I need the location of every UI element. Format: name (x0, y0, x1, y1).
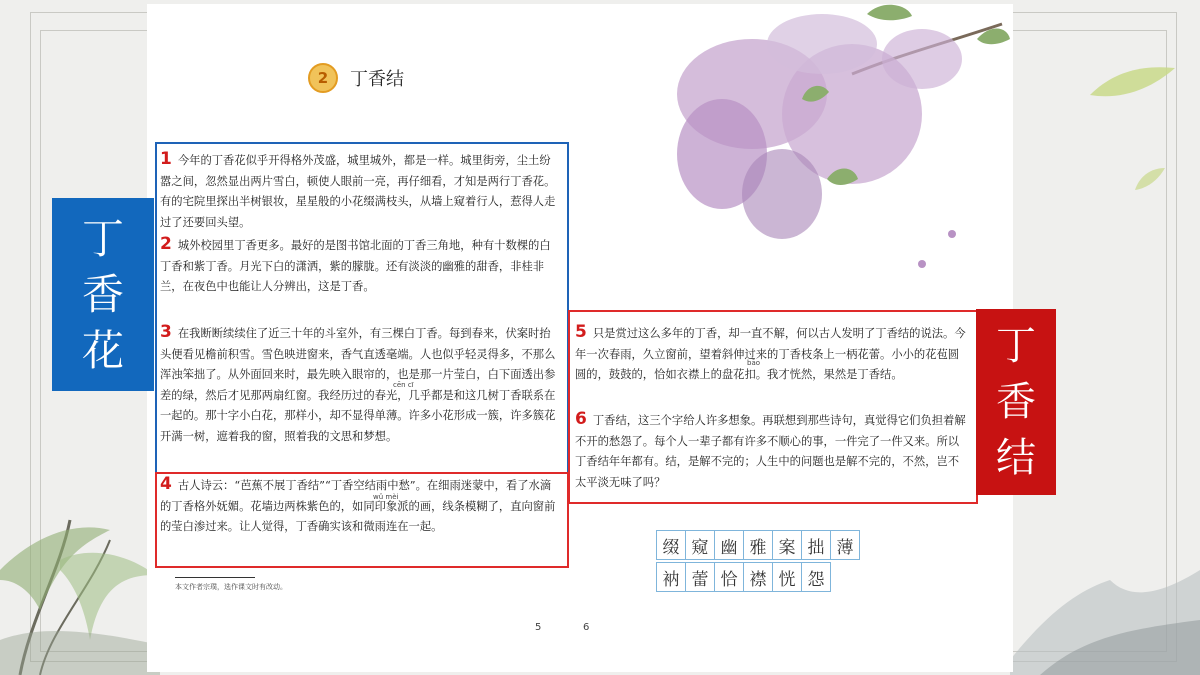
paragraph-number-6: 6 (575, 409, 587, 429)
char-cell: 幽 (714, 530, 744, 560)
highlight-box-paragraphs-1-3 (155, 142, 569, 474)
paragraph-text-3: 在我断断续续住了近三十年的斗室外，有三棵白丁香。每到春来，伏案时抬头便看见檐前积雪。雪色映进窗来，香气直透毫端。人也似乎轻灵得多，不那么浑浊笨拙了。从外面回来时，最先映入眼帘的，也是那一片莹白，白下面透出参差的绿，然后才见那两扇红窗。我经历过的春光，几乎都是和这几树丁香联系在一起的。那十字小白花，那样小，却不显得单薄。许多小花形成一簇，许多簇花开满一树，遮着我的窗，照着我的文思和梦想。 (160, 327, 556, 443)
paragraph-number-5: 5 (575, 322, 587, 342)
paragraph-text-4: 古人诗云：“芭蕉不展丁香结”“丁香空结雨中愁”。在细雨迷蒙中，看了水滴的丁香格外妩媚。花墙边两株紫色的，如同印象派的画，线条模糊了，直向窗前的莹白渗过来。让人觉得，丁香确实该和微雨连在一起。 (160, 479, 556, 534)
paragraph-number-3: 3 (160, 322, 172, 342)
char-cell: 襟 (743, 562, 773, 592)
char-row-2 (656, 562, 859, 592)
paragraph-number-1: 1 (160, 149, 172, 169)
char-cell: 缀 (656, 530, 686, 560)
leaf-decoration-top-right (1080, 40, 1180, 190)
side-label-char: 丁 (81, 213, 124, 263)
paragraph-text-6: 丁香结，这三个字给人许多想象。再联想到那些诗句，真觉得它们负担着解不开的愁怨了。每个人一辈子都有许多不顺心的事，一件完了一件又来。所以丁香结年年都有。结，是解不完的；人生中的问题也是解不完的，不然，岂不太平淡无味了吗？ (575, 414, 966, 489)
side-label-char: 香 (996, 379, 1036, 425)
char-cell: 蕾 (685, 562, 715, 592)
side-label-char: 结 (996, 435, 1036, 481)
lesson-number-badge: 2 (308, 63, 338, 93)
side-label-char: 香 (81, 269, 124, 319)
page-number-right: 6 (583, 622, 590, 633)
footnote-divider (175, 577, 255, 578)
new-characters-grid (656, 530, 859, 592)
char-cell: 雅 (743, 530, 773, 560)
paragraph-text-5: 只是赏过这么多年的丁香，却一直不解，何以古人发明了丁香结的说法。今年一次春雨，久立窗前，望着斜伸过来的丁香枝条上一柄花蕾。小小的花苞圆圆的，鼓鼓的，恰如衣襟上的盘花扣。我才恍然，果然是丁香结。 (575, 327, 966, 382)
char-cell: 拙 (801, 530, 831, 560)
char-cell: 怨 (801, 562, 831, 592)
char-cell: 窥 (685, 530, 715, 560)
char-cell: 案 (772, 530, 802, 560)
side-label-char: 花 (81, 325, 124, 375)
paragraph-text-1: 今年的丁香花似乎开得格外茂盛，城里城外，都是一样。城里街旁，尘土纷嚣之间，忽然显出两片雪白，顿使人眼前一亮，再仔细看，才知是两行丁香花。有的宅院里探出半树银妆，星星般的小花缀满枝头，从墙上窥着行人，惹得人走过了还要回头望。 (160, 154, 556, 229)
paragraph-text-2: 城外校园里丁香更多。最好的是图书馆北面的丁香三角地，种有十数棵的白丁香和紫丁香。月光下白的潇洒，紫的朦胧。还有淡淡的幽雅的甜香，非桂非兰，在夜色中也能让人分辨出，这是丁香。 (160, 239, 551, 294)
pinyin-cen-ci: cēn cī (393, 381, 414, 389)
pinyin-bao: bāo (747, 359, 761, 367)
char-cell: 恰 (714, 562, 744, 592)
willow-tree-illustration (0, 500, 160, 675)
highlight-box-paragraph-4 (155, 472, 569, 568)
char-cell: 衲 (656, 562, 686, 592)
char-row-1 (656, 530, 859, 560)
mountain-illustration (1010, 540, 1200, 675)
lilac-illustration (622, 4, 1013, 284)
side-label-lilac-knot (976, 309, 1056, 495)
footnote: 本文作者宗璞，选作课文时有改动。 (175, 583, 287, 591)
page-number-left: 5 (535, 622, 542, 633)
highlight-box-paragraphs-5-6 (568, 310, 978, 504)
side-label-char: 丁 (996, 323, 1036, 369)
lesson-title: 丁香结 (350, 69, 404, 90)
paragraph-number-2: 2 (160, 234, 172, 254)
char-cell: 薄 (830, 530, 860, 560)
char-cell: 恍 (772, 562, 802, 592)
side-label-lilac-flower (52, 198, 154, 391)
paragraph-number-4: 4 (160, 474, 172, 494)
lesson-header (308, 63, 404, 93)
pinyin-wu-mei: wǔ mèi (373, 493, 399, 501)
